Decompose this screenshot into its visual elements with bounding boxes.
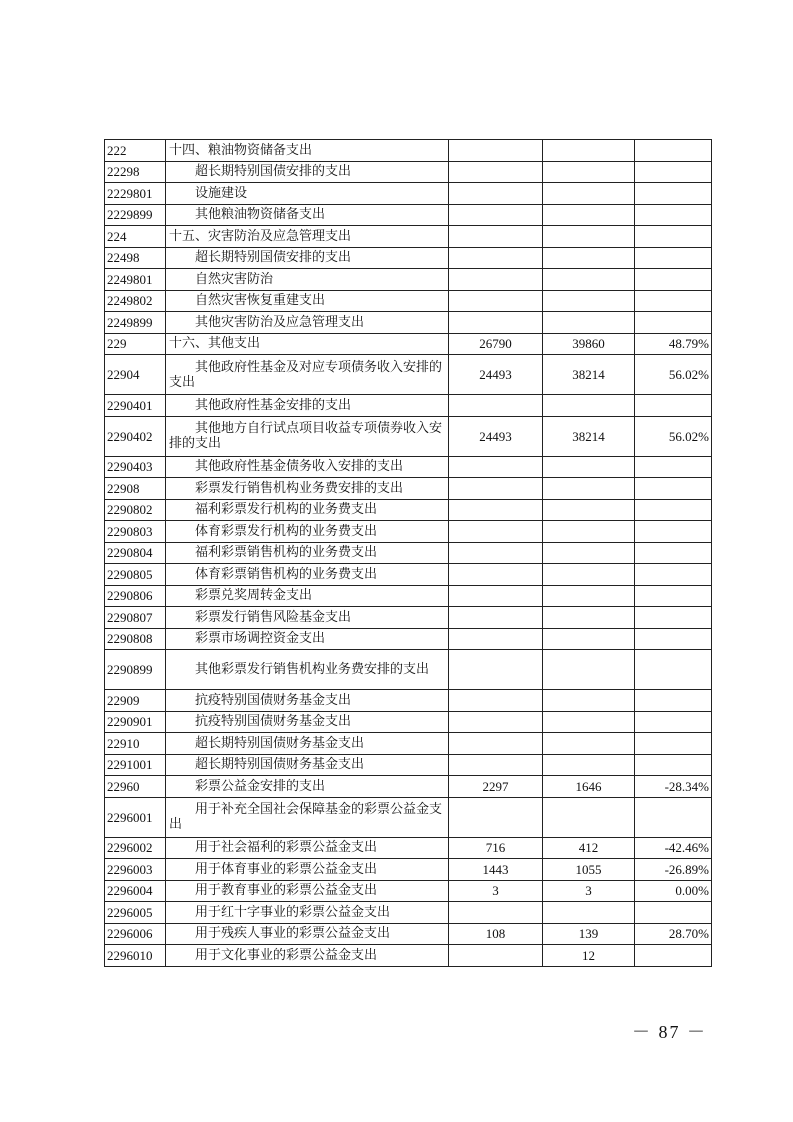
subject-name-cell: 彩票发行销售风险基金支出 — [166, 607, 449, 629]
subject-name-cell: 体育彩票发行机构的业务费支出 — [166, 521, 449, 543]
current-year-value-cell — [543, 628, 635, 650]
prior-year-value-cell — [449, 733, 543, 755]
prior-year-value-cell — [449, 290, 543, 312]
prior-year-value-cell: 716 — [449, 837, 543, 859]
current-year-value-cell: 12 — [543, 945, 635, 967]
current-year-value-cell — [543, 204, 635, 226]
prior-year-value-cell — [449, 754, 543, 776]
subject-name-cell: 抗疫特别国债财务基金支出 — [166, 690, 449, 712]
table-row — [105, 837, 712, 859]
subject-code-cell: 2296005 — [105, 902, 166, 924]
table-row — [105, 650, 712, 690]
table-row — [105, 395, 712, 417]
table-row — [105, 733, 712, 755]
subject-name-cell: 其他粮油物资储备支出 — [166, 204, 449, 226]
current-year-value-cell — [543, 690, 635, 712]
prior-year-value-cell — [449, 902, 543, 924]
subject-code-cell: 2290804 — [105, 542, 166, 564]
change-percent-cell: 56.02% — [635, 355, 712, 395]
subject-code-cell: 2290807 — [105, 607, 166, 629]
page-number: － 87 － — [632, 1022, 707, 1042]
change-percent-cell — [635, 564, 712, 586]
table-row — [105, 355, 712, 395]
prior-year-value-cell — [449, 269, 543, 291]
change-percent-cell: -28.34% — [635, 776, 712, 798]
subject-code-cell: 2296001 — [105, 797, 166, 837]
subject-code-cell: 2291001 — [105, 754, 166, 776]
subject-code-cell: 2296004 — [105, 880, 166, 902]
current-year-value-cell — [543, 607, 635, 629]
change-percent-cell — [635, 711, 712, 733]
table-row — [105, 161, 712, 183]
prior-year-value-cell — [449, 395, 543, 417]
table-row — [105, 521, 712, 543]
subject-name-cell: 用于残疾人事业的彩票公益金支出 — [166, 923, 449, 945]
prior-year-value-cell — [449, 797, 543, 837]
current-year-value-cell — [543, 733, 635, 755]
subject-code-cell: 22909 — [105, 690, 166, 712]
current-year-value-cell — [543, 499, 635, 521]
table-row — [105, 269, 712, 291]
subject-name-cell: 彩票发行销售机构业务费安排的支出 — [166, 478, 449, 500]
subject-name-cell: 其他政府性基金安排的支出 — [166, 395, 449, 417]
change-percent-cell — [635, 204, 712, 226]
current-year-value-cell — [543, 564, 635, 586]
table-row — [105, 542, 712, 564]
current-year-value-cell: 3 — [543, 880, 635, 902]
subject-code-cell: 2249801 — [105, 269, 166, 291]
subject-name-cell: 用于体育事业的彩票公益金支出 — [166, 859, 449, 881]
subject-code-cell: 2290805 — [105, 564, 166, 586]
table-row — [105, 226, 712, 248]
prior-year-value-cell — [449, 478, 543, 500]
prior-year-value-cell — [449, 607, 543, 629]
current-year-value-cell — [543, 585, 635, 607]
prior-year-value-cell: 108 — [449, 923, 543, 945]
subject-name-cell: 超长期特别国债财务基金支出 — [166, 754, 449, 776]
change-percent-cell — [635, 585, 712, 607]
change-percent-cell: 48.79% — [635, 333, 712, 355]
change-percent-cell — [635, 140, 712, 162]
subject-code-cell: 2229801 — [105, 183, 166, 205]
subject-name-cell: 用于补充全国社会保障基金的彩票公益金支出 — [166, 797, 449, 837]
table-row — [105, 797, 712, 837]
subject-name-cell: 超长期特别国债安排的支出 — [166, 247, 449, 269]
table-row — [105, 859, 712, 881]
change-percent-cell — [635, 754, 712, 776]
prior-year-value-cell — [449, 945, 543, 967]
subject-code-cell: 2290803 — [105, 521, 166, 543]
table-row — [105, 923, 712, 945]
current-year-value-cell: 38214 — [543, 416, 635, 456]
current-year-value-cell — [543, 521, 635, 543]
prior-year-value-cell: 1443 — [449, 859, 543, 881]
prior-year-value-cell: 24493 — [449, 416, 543, 456]
prior-year-value-cell — [449, 542, 543, 564]
subject-code-cell: 2249899 — [105, 312, 166, 334]
subject-name-cell: 福利彩票发行机构的业务费支出 — [166, 499, 449, 521]
subject-code-cell: 22298 — [105, 161, 166, 183]
subject-name-cell: 用于红十字事业的彩票公益金支出 — [166, 902, 449, 924]
subject-code-cell: 2290402 — [105, 416, 166, 456]
change-percent-cell — [635, 312, 712, 334]
subject-code-cell: 2229899 — [105, 204, 166, 226]
subject-code-cell: 22910 — [105, 733, 166, 755]
change-percent-cell — [635, 945, 712, 967]
current-year-value-cell: 139 — [543, 923, 635, 945]
subject-code-cell: 2290802 — [105, 499, 166, 521]
prior-year-value-cell: 3 — [449, 880, 543, 902]
subject-code-cell: 2290899 — [105, 650, 166, 690]
subject-name-cell: 自然灾害防治 — [166, 269, 449, 291]
table-row — [105, 478, 712, 500]
current-year-value-cell — [543, 290, 635, 312]
current-year-value-cell: 38214 — [543, 355, 635, 395]
change-percent-cell — [635, 247, 712, 269]
subject-code-cell: 2290401 — [105, 395, 166, 417]
change-percent-cell — [635, 650, 712, 690]
subject-name-cell: 超长期特别国债安排的支出 — [166, 161, 449, 183]
table-row — [105, 416, 712, 456]
current-year-value-cell: 1055 — [543, 859, 635, 881]
current-year-value-cell — [543, 456, 635, 478]
prior-year-value-cell — [449, 161, 543, 183]
subject-code-cell: 2290806 — [105, 585, 166, 607]
subject-name-cell: 其他灾害防治及应急管理支出 — [166, 312, 449, 334]
subject-name-cell: 用于教育事业的彩票公益金支出 — [166, 880, 449, 902]
change-percent-cell — [635, 607, 712, 629]
prior-year-value-cell: 24493 — [449, 355, 543, 395]
subject-name-cell: 十四、粮油物资储备支出 — [166, 140, 449, 162]
table-row — [105, 312, 712, 334]
change-percent-cell — [635, 183, 712, 205]
prior-year-value-cell — [449, 499, 543, 521]
table-row — [105, 564, 712, 586]
current-year-value-cell — [543, 247, 635, 269]
prior-year-value-cell — [449, 247, 543, 269]
subject-name-cell: 设施建设 — [166, 183, 449, 205]
subject-name-cell: 用于社会福利的彩票公益金支出 — [166, 837, 449, 859]
current-year-value-cell — [543, 754, 635, 776]
prior-year-value-cell — [449, 312, 543, 334]
table-row — [105, 754, 712, 776]
current-year-value-cell: 412 — [543, 837, 635, 859]
prior-year-value-cell: 2297 — [449, 776, 543, 798]
table-row — [105, 902, 712, 924]
prior-year-value-cell — [449, 564, 543, 586]
subject-code-cell: 2296003 — [105, 859, 166, 881]
change-percent-cell — [635, 161, 712, 183]
subject-name-cell: 其他地方自行试点项目收益专项债券收入安排的支出 — [166, 416, 449, 456]
current-year-value-cell — [543, 542, 635, 564]
table-row — [105, 776, 712, 798]
current-year-value-cell — [543, 312, 635, 334]
prior-year-value-cell — [449, 456, 543, 478]
prior-year-value-cell — [449, 226, 543, 248]
subject-code-cell: 22908 — [105, 478, 166, 500]
table-row — [105, 690, 712, 712]
prior-year-value-cell: 26790 — [449, 333, 543, 355]
change-percent-cell — [635, 690, 712, 712]
table-row — [105, 140, 712, 162]
subject-code-cell: 22960 — [105, 776, 166, 798]
change-percent-cell — [635, 269, 712, 291]
prior-year-value-cell — [449, 585, 543, 607]
subject-name-cell: 体育彩票销售机构的业务费支出 — [166, 564, 449, 586]
table-row — [105, 628, 712, 650]
subject-code-cell: 224 — [105, 226, 166, 248]
change-percent-cell — [635, 478, 712, 500]
current-year-value-cell — [543, 226, 635, 248]
prior-year-value-cell — [449, 628, 543, 650]
subject-name-cell: 抗疫特别国债财务基金支出 — [166, 711, 449, 733]
subject-name-cell: 自然灾害恢复重建支出 — [166, 290, 449, 312]
subject-name-cell: 十五、灾害防治及应急管理支出 — [166, 226, 449, 248]
subject-name-cell: 彩票市场调控资金支出 — [166, 628, 449, 650]
change-percent-cell — [635, 628, 712, 650]
table-body — [105, 140, 712, 967]
prior-year-value-cell — [449, 690, 543, 712]
table-row — [105, 183, 712, 205]
change-percent-cell — [635, 521, 712, 543]
current-year-value-cell — [543, 269, 635, 291]
change-percent-cell — [635, 456, 712, 478]
subject-code-cell: 2290808 — [105, 628, 166, 650]
change-percent-cell: -26.89% — [635, 859, 712, 881]
change-percent-cell: 28.70% — [635, 923, 712, 945]
subject-name-cell: 其他彩票发行销售机构业务费安排的支出 — [166, 650, 449, 690]
table-row — [105, 247, 712, 269]
subject-code-cell: 229 — [105, 333, 166, 355]
change-percent-cell — [635, 395, 712, 417]
change-percent-cell — [635, 733, 712, 755]
current-year-value-cell — [543, 650, 635, 690]
prior-year-value-cell — [449, 521, 543, 543]
current-year-value-cell: 1646 — [543, 776, 635, 798]
table-row — [105, 880, 712, 902]
table-row — [105, 333, 712, 355]
change-percent-cell — [635, 226, 712, 248]
prior-year-value-cell — [449, 711, 543, 733]
subject-code-cell: 2249802 — [105, 290, 166, 312]
subject-code-cell: 22904 — [105, 355, 166, 395]
change-percent-cell — [635, 290, 712, 312]
change-percent-cell — [635, 499, 712, 521]
change-percent-cell: -42.46% — [635, 837, 712, 859]
change-percent-cell — [635, 797, 712, 837]
current-year-value-cell — [543, 711, 635, 733]
subject-name-cell: 十六、其他支出 — [166, 333, 449, 355]
table-row — [105, 204, 712, 226]
current-year-value-cell: 39860 — [543, 333, 635, 355]
table-row — [105, 945, 712, 967]
change-percent-cell: 0.00% — [635, 880, 712, 902]
subject-code-cell: 2290403 — [105, 456, 166, 478]
subject-name-cell: 超长期特别国债财务基金支出 — [166, 733, 449, 755]
table-row — [105, 711, 712, 733]
current-year-value-cell — [543, 902, 635, 924]
table-row — [105, 499, 712, 521]
subject-name-cell: 彩票公益金安排的支出 — [166, 776, 449, 798]
table-row — [105, 607, 712, 629]
current-year-value-cell — [543, 140, 635, 162]
current-year-value-cell — [543, 478, 635, 500]
prior-year-value-cell — [449, 183, 543, 205]
current-year-value-cell — [543, 161, 635, 183]
table-row — [105, 585, 712, 607]
change-percent-cell: 56.02% — [635, 416, 712, 456]
subject-code-cell: 2296010 — [105, 945, 166, 967]
subject-code-cell: 2296006 — [105, 923, 166, 945]
subject-name-cell: 用于文化事业的彩票公益金支出 — [166, 945, 449, 967]
budget-expenditure-table — [104, 139, 712, 967]
subject-code-cell: 22498 — [105, 247, 166, 269]
change-percent-cell — [635, 542, 712, 564]
current-year-value-cell — [543, 395, 635, 417]
current-year-value-cell — [543, 183, 635, 205]
subject-code-cell: 222 — [105, 140, 166, 162]
subject-name-cell: 其他政府性基金及对应专项债务收入安排的支出 — [166, 355, 449, 395]
table-row — [105, 456, 712, 478]
subject-code-cell: 2290901 — [105, 711, 166, 733]
subject-name-cell: 福利彩票销售机构的业务费支出 — [166, 542, 449, 564]
table-row — [105, 290, 712, 312]
prior-year-value-cell — [449, 204, 543, 226]
subject-name-cell: 其他政府性基金债务收入安排的支出 — [166, 456, 449, 478]
prior-year-value-cell — [449, 650, 543, 690]
change-percent-cell — [635, 902, 712, 924]
subject-code-cell: 2296002 — [105, 837, 166, 859]
subject-name-cell: 彩票兑奖周转金支出 — [166, 585, 449, 607]
prior-year-value-cell — [449, 140, 543, 162]
current-year-value-cell — [543, 797, 635, 837]
